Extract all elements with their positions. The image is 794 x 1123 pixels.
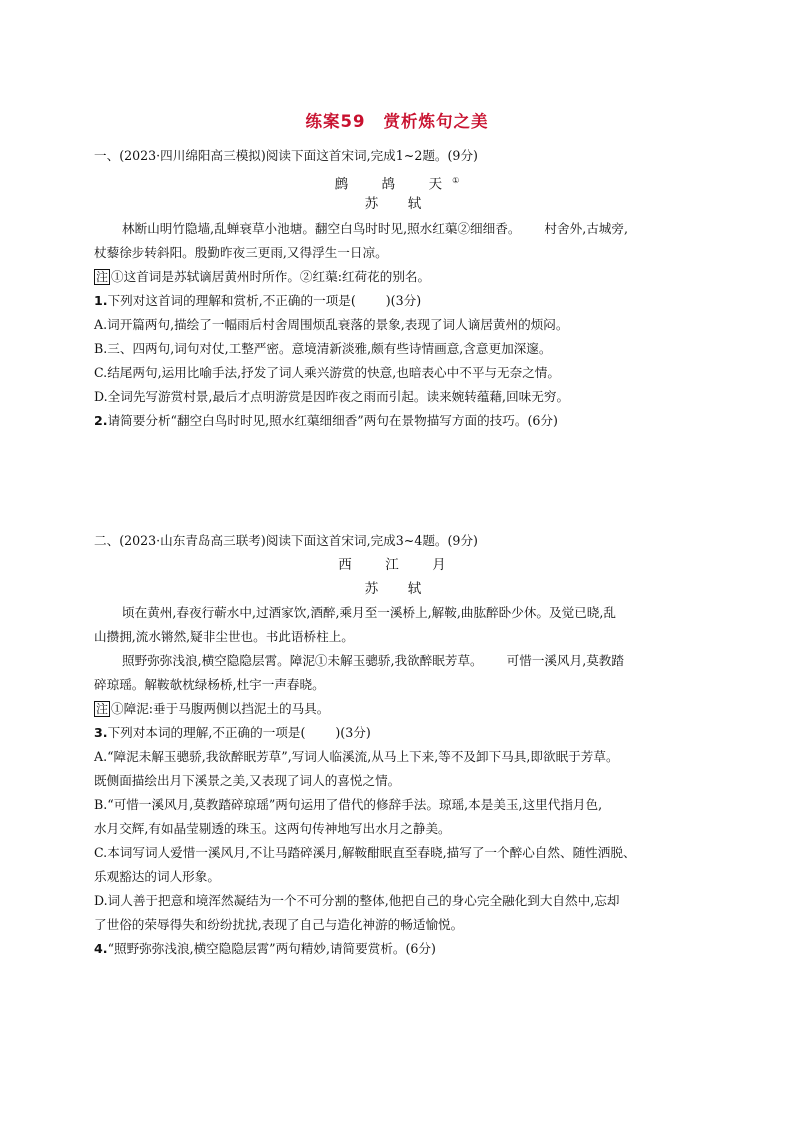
- poem-2-note: 注 ①障泥:垂于马腹两侧以挡泥土的马具。: [96, 701, 330, 716]
- page-title: 练案59 赏析炼句之美: [305, 112, 489, 131]
- poem-1-line-1: 林断山明竹隐墙,乱蝉衰草小池塘。翻空白鸟时时见,照水红蕖②细细香。 村舍外,古城旁,: [122, 221, 628, 236]
- question-3: 3.下列对本词的理解,不正确的一项是( )(3分): [94, 725, 371, 740]
- question-1: 1.下列对这首词的理解和赏析,不正确的一项是( )(3分): [94, 293, 422, 308]
- section-2-header: 二、(2023·山东青岛高三联考)阅读下面这首宋词,完成3~4题。(9分): [94, 533, 478, 548]
- section-1-header: 一、(2023·四川绵阳高三模拟)阅读下面这首宋词,完成1~2题。(9分): [94, 148, 478, 163]
- q1-option-c: C.结尾两句,运用比喻手法,抒发了词人乘兴游赏的快意,也暗表心中不平与无奈之情。: [94, 365, 560, 380]
- question-2: 2.请简要分析“翻空白鸟时时见,照水红蕖细细香”两句在景物描写方面的技巧。(6分): [94, 413, 558, 428]
- poem-1-line-2: 杖藜徐步转斜阳。殷勤昨夜三更雨,又得浮生一日凉。: [94, 245, 388, 260]
- q3-option-a-line-2: 既侧面描绘出月下溪景之美,又表现了词人的喜悦之情。: [94, 773, 401, 788]
- note-label: 注: [96, 270, 109, 284]
- q3-option-b-line-1: B.“可惜一溪风月,莫教踏碎琼瑶”两句运用了借代的修辞手法。琼瑶,本是美玉,这里代指月色,: [94, 797, 603, 812]
- q1-option-b: B.三、四两句,词句对仗,工整严密。意境清新淡雅,颇有些诗情画意,含意更加深邃。: [94, 341, 552, 356]
- poem-1-title: 鹧 鸪 天①: [334, 176, 460, 193]
- q3-option-c-line-2: 乐观豁达的词人形象。: [94, 869, 220, 884]
- q1-option-d: D.全词先写游赏村景,最后才点明游赏是因昨夜之雨而引起。读来婉转蕴藉,回味无穷。: [94, 389, 570, 404]
- poem-1-note: 注 ①这首词是苏轼谪居黄州时所作。②红蕖:红荷花的别名。: [96, 269, 431, 284]
- poem-1-author: 苏 轼: [364, 196, 430, 212]
- poem-2-author: 苏 轼: [364, 581, 430, 597]
- q3-option-c-line-1: C.本词写词人爱惜一溪风月,不让马踏碎溪月,解鞍酣眠直至春晓,描写了一个醉心自然、随性洒脱、: [94, 845, 636, 860]
- q3-option-d-line-2: 了世俗的荣辱得失和纷纷扰扰,表现了自己与造化神游的畅适愉悦。: [94, 917, 464, 932]
- q3-option-b-line-2: 水月交辉,有如晶莹剔透的珠玉。这两句传神地写出水月之静美。: [94, 821, 451, 836]
- note-label: 注: [96, 702, 109, 716]
- poem-2-preface-2: 山攒拥,流水锵然,疑非尘世也。书此语桥柱上。: [94, 629, 354, 644]
- poem-2-line-1: 照野弥弥浅浪,横空隐隐层霄。障泥①未解玉骢骄,我欲醉眠芳草。 可惜一溪风月,莫教踏: [122, 653, 624, 668]
- q1-option-a: A.词开篇两句,描绘了一幅雨后村舍周围烦乱衰落的景象,表现了词人谪居黄州的烦闷。: [94, 317, 569, 332]
- question-4: 4.“照野弥弥浅浪,横空隐隐层霄”两句精妙,请简要赏析。(6分): [94, 941, 436, 956]
- q3-option-d-line-1: D.词人善于把意和境浑然凝结为一个不可分割的整体,他把自己的身心完全融化到大自然中,忘却: [94, 893, 620, 908]
- poem-2-line-2: 碎琼瑶。解鞍欹枕绿杨桥,杜宇一声春晓。: [94, 677, 325, 692]
- poem-2-preface-1: 顷在黄州,春夜行蕲水中,过酒家饮,酒醉,乘月至一溪桥上,解鞍,曲肱醉卧少休。及觉已晓,乱: [122, 605, 616, 620]
- q3-option-a-line-1: A.“障泥未解玉骢骄,我欲醉眠芳草”,写词人临溪流,从马上下来,等不及卸下马具,即欲眠于芳草。: [94, 749, 619, 764]
- poem-2-title: 西 江 月: [338, 557, 456, 573]
